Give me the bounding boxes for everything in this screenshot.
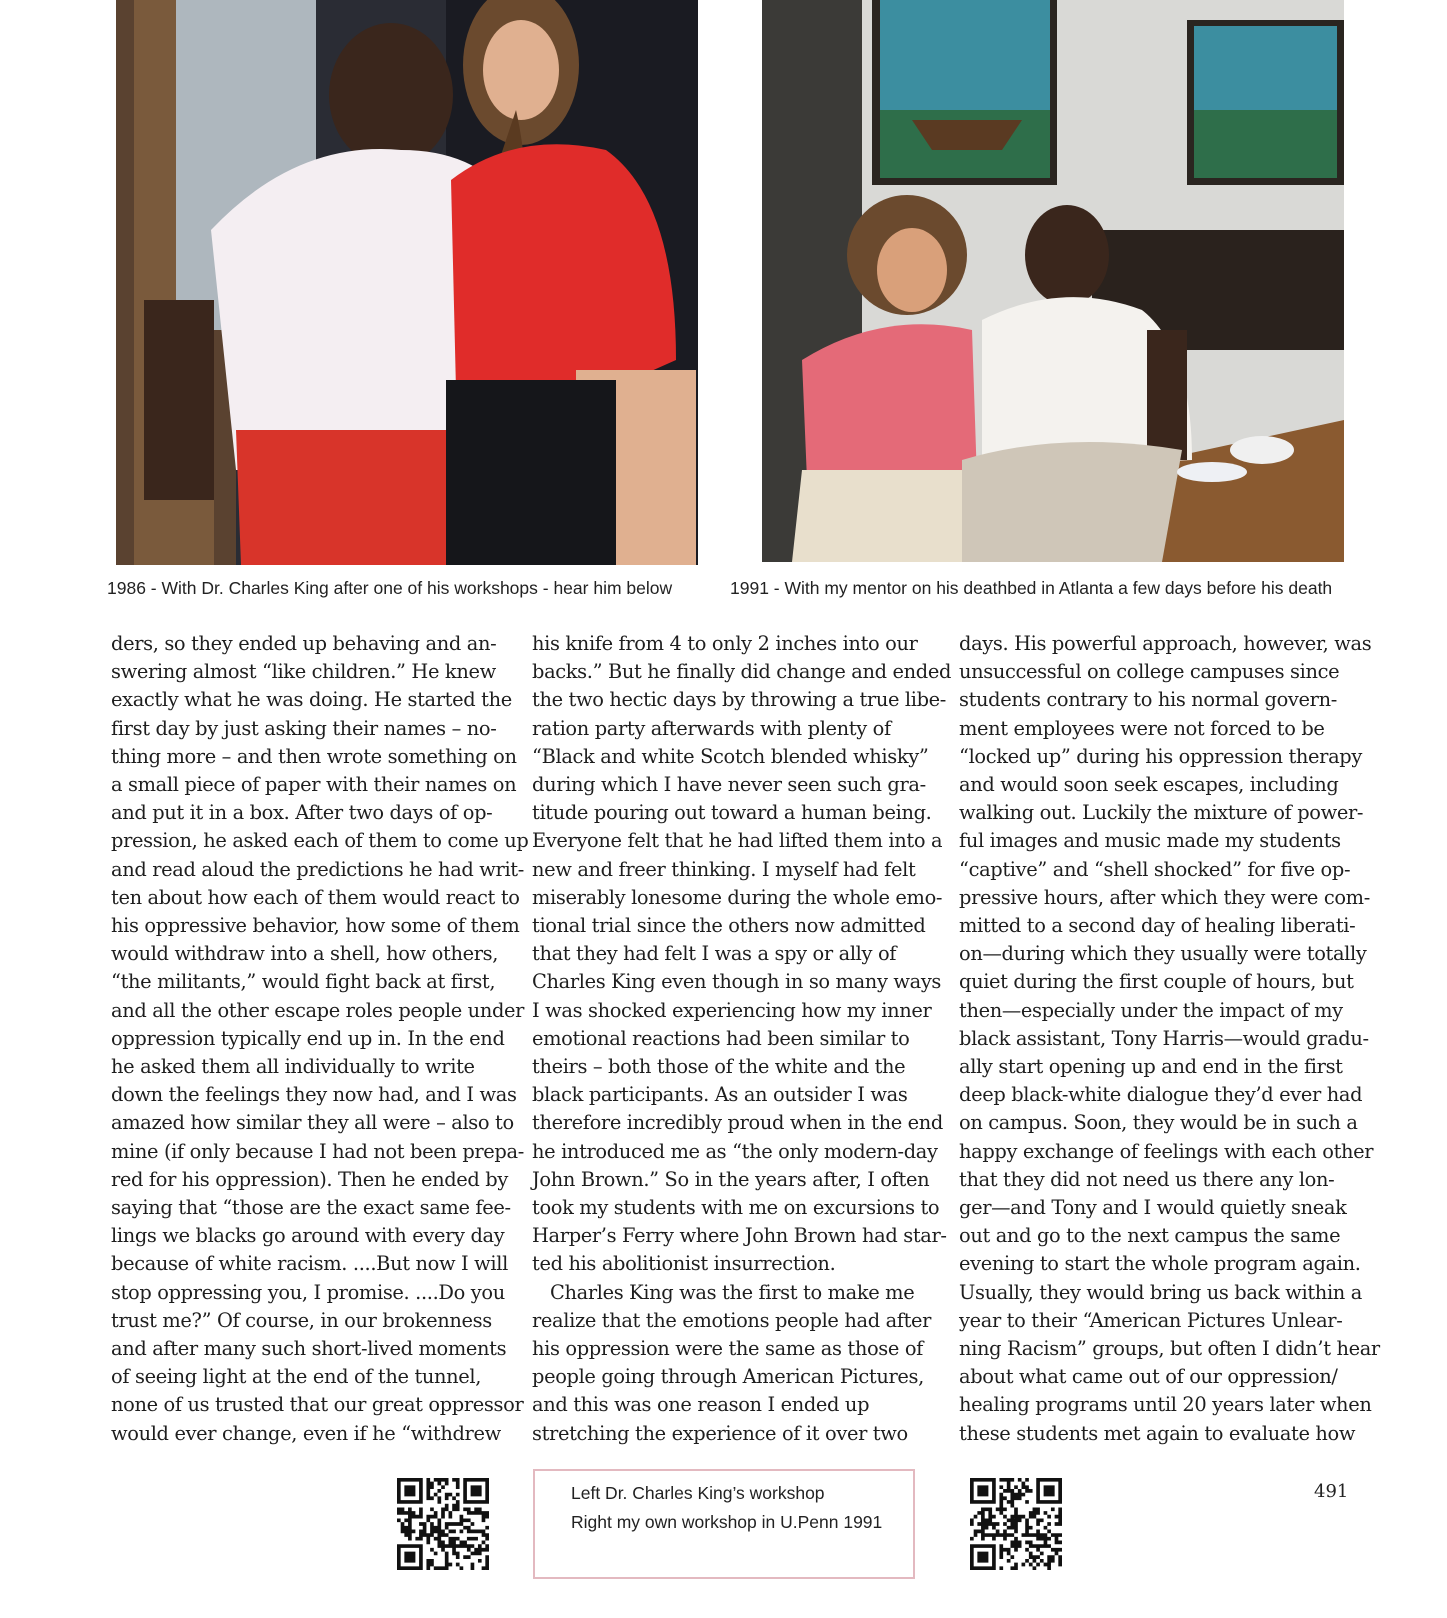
text-line: his oppressive behavior, how some of them — [111, 914, 520, 938]
text-line: saying that “those are the exact same fee- — [111, 1196, 511, 1220]
text-line: black assistant, Tony Harris—would gradu- — [959, 1026, 1369, 1050]
text-line: amazed how similar they all were – also to — [111, 1111, 514, 1135]
text-line: and all the other escape roles people under — [111, 998, 525, 1022]
text-line: therefore incredibly proud when in the end — [532, 1111, 943, 1135]
text-line: Harper’s Ferry where John Brown had star- — [532, 1224, 947, 1248]
text-line: a small piece of paper with their names on — [111, 773, 517, 797]
text-line: pressive hours, after which they were com- — [959, 885, 1370, 909]
text-line: titude pouring out toward a human being. — [532, 801, 932, 825]
text-line: oppression typically end up in. In the end — [111, 1026, 505, 1050]
workshop-link-left: Left Dr. Charles King’s workshop — [571, 1483, 825, 1503]
text-line: ful images and music made my students — [959, 829, 1341, 853]
text-line: about what came out of our oppression/ — [959, 1365, 1338, 1389]
photo-caption-left: 1986 - With Dr. Charles King after one of his workshops - hear him below — [107, 578, 673, 598]
text-line: students contrary to his normal govern- — [959, 688, 1337, 712]
text-line: year to their “American Pictures Unlear- — [959, 1308, 1343, 1332]
text-line: Charles King even though in so many ways — [532, 970, 942, 994]
workshop-links-box — [533, 1469, 915, 1579]
photo-mentor-deathbed-1991 — [762, 0, 1344, 562]
text-line: would withdraw into a shell, how others, — [111, 942, 499, 966]
text-line: down the feelings they now had, and I was — [111, 1083, 517, 1107]
text-line: mitted to a second day of healing liberati- — [959, 914, 1356, 938]
text-line: during which I have never seen such gra- — [532, 773, 926, 797]
text-line: and would soon seek escapes, including — [959, 773, 1339, 797]
text-line: the two hectic days by throwing a true libe- — [532, 688, 947, 712]
text-line: evening to start the whole program again. — [959, 1252, 1361, 1276]
text-line: black participants. As an outsider I was — [532, 1083, 908, 1107]
text-line: ment employees were not forced to be — [959, 716, 1325, 740]
text-line: unsuccessful on college campuses since — [959, 660, 1340, 684]
text-line: and this was one reason I ended up — [532, 1393, 870, 1417]
text-line: red for his oppression). Then he ended by — [111, 1167, 508, 1191]
text-line: that they did not need us there any lon- — [959, 1167, 1335, 1191]
text-line: ders, so they ended up behaving and an- — [111, 632, 497, 655]
text-line: took my students with me on excursions to — [532, 1196, 940, 1220]
text-line: people going through American Pictures, — [532, 1365, 924, 1389]
text-line: I was shocked experiencing how my inner — [532, 998, 932, 1022]
text-line: Usually, they would bring us back within a — [959, 1280, 1362, 1304]
text-line: and after many such short-lived moments — [111, 1337, 507, 1361]
text-line: he asked them all individually to write — [111, 1055, 475, 1079]
text-line: on campus. Soon, they would be in such a — [959, 1111, 1358, 1135]
text-line: ning Racism” groups, but often I didn’t hear — [959, 1337, 1380, 1361]
text-line: “captive” and “shell shocked” for five op- — [959, 857, 1351, 881]
qr-code-left[interactable] — [397, 1478, 489, 1570]
text-line: quiet during the first couple of hours, but — [959, 970, 1354, 994]
text-line: his knife from 4 to only 2 inches into our — [532, 632, 918, 655]
text-column-3 — [959, 630, 1380, 1448]
text-line: on—during which they usually were totally — [959, 942, 1367, 966]
text-line: these students met again to evaluate how — [959, 1421, 1356, 1445]
text-line: trust me?” Of course, in our brokenness — [111, 1308, 492, 1332]
text-line: lings we blacks go around with every day — [111, 1224, 505, 1248]
text-line: new and freer thinking. I myself had felt — [532, 857, 916, 881]
text-line: happy exchange of feelings with each other — [959, 1139, 1374, 1163]
text-line: out and go to the next campus the same — [959, 1224, 1341, 1248]
text-line: healing programs until 20 years later when — [959, 1393, 1372, 1417]
text-line: would ever change, even if he “withdrew — [111, 1421, 501, 1445]
text-line: then—especially under the impact of my — [959, 998, 1343, 1022]
text-line: ted his abolitionist insurrection. — [532, 1252, 836, 1276]
text-line: stretching the experience of it over two — [532, 1421, 908, 1445]
text-line: “Black and white Scotch blended whisky” — [532, 744, 929, 768]
text-line: “locked up” during his oppression therapy — [959, 744, 1362, 768]
photo-caption-right: 1991 - With my mentor on his deathbed in Atlanta a few days before his death — [730, 578, 1333, 598]
text-line: tional trial since the others now admitted — [532, 914, 926, 938]
text-line: miserably lonesome during the whole emo- — [532, 885, 943, 909]
text-line: ally start opening up and end in the first — [959, 1055, 1343, 1079]
text-line: emotional reactions had been similar to — [532, 1026, 910, 1050]
text-line: theirs – both those of the white and the — [532, 1055, 906, 1079]
page-number: 491 — [1314, 1481, 1349, 1502]
text-line: exactly what he was doing. He started the — [111, 688, 512, 712]
workshop-link-right: Right my own workshop in U.Penn 1991 — [571, 1512, 883, 1532]
text-line: backs.” But he finally did change and ended — [532, 660, 952, 684]
photo-charles-king-1986 — [116, 0, 698, 565]
text-line: ration party afterwards with plenty of — [532, 716, 891, 740]
text-line: because of white racism. ....But now I will — [111, 1252, 508, 1276]
text-line: John Brown.” So in the years after, I often — [532, 1167, 930, 1191]
text-line: none of us trusted that our great oppressor — [111, 1393, 524, 1417]
text-line: walking out. Luckily the mixture of power- — [959, 801, 1364, 825]
text-column-1 — [111, 630, 528, 1448]
text-line: first day by just asking their names – no- — [111, 716, 497, 740]
text-line: mine (if only because I had not been prepa- — [111, 1139, 524, 1163]
text-line: Charles King was the first to make me — [550, 1280, 915, 1304]
text-line: deep black-white dialogue they’d ever had — [959, 1083, 1363, 1107]
qr-code-right[interactable] — [970, 1478, 1062, 1570]
text-line: stop oppressing you, I promise. ....Do you — [111, 1280, 505, 1304]
text-line: Everyone felt that he had lifted them into a — [532, 829, 943, 853]
text-line: of seeing light at the end of the tunnel, — [111, 1365, 482, 1389]
text-line: and read aloud the predictions he had writ- — [111, 857, 524, 881]
text-line: ten about how each of them would react to — [111, 885, 520, 909]
text-line: ger—and Tony and I would quietly sneak — [959, 1196, 1347, 1220]
text-line: his oppression were the same as those of — [532, 1337, 923, 1361]
text-line: days. His powerful approach, however, was — [959, 632, 1372, 655]
text-line: thing more – and then wrote something on — [111, 744, 517, 768]
text-column-2 — [532, 630, 951, 1448]
text-line: and put it in a box. After two days of op- — [111, 801, 493, 825]
text-line: realize that the emotions people had after — [532, 1308, 932, 1332]
text-line: pression, he asked each of them to come up — [111, 829, 529, 853]
text-line: that they had felt I was a spy or ally of — [532, 942, 897, 966]
text-line: swering almost “like children.” He knew — [111, 660, 496, 684]
text-line: “the militants,” would fight back at first, — [111, 970, 496, 994]
text-line: he introduced me as “the only modern-day — [532, 1139, 938, 1163]
